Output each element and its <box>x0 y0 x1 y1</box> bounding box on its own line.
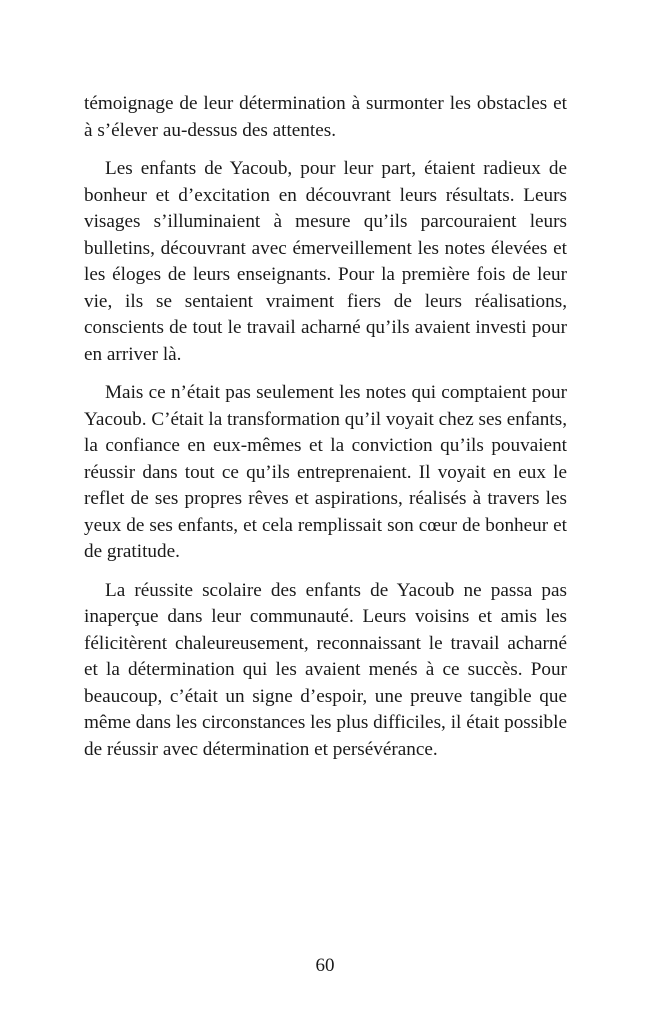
paragraph: Mais ce n’était pas seulement les notes qui comptaient pour Yacoub. C’était la transformation qu’il voyait chez ses enfants, la confiance en eux-mêmes et la conviction qu’ils pouvaient réussir dans tout ce qu’ils entreprenaient. Il voyait en eux le reflet de ses propres rêves et aspirations, réalisés à travers les yeux de ses enfants, et cela remplissait son cœur de bonheur et de gratitude. <box>84 382 567 562</box>
paragraph: Les enfants de Yacoub, pour leur part, étaient radieux de bonheur et d’excitation en découvrant leurs résultats. Leurs visages s’illuminaient à mesure qu’ils parcouraient leurs bulletins, découvrant avec émerveillement les notes élevées et les éloges de leurs enseignants. Pour la première fois de leur vie, ils se sentaient vraiment fiers de leurs réalisations, conscients de tout le travail acharné qu’ils avaient investi pour en arriver là. <box>84 158 567 365</box>
paragraph: La réussite scolaire des enfants de Yacoub ne passa pas inaperçue dans leur communauté. Leurs voisins et amis les félicitèrent chaleureusement, reconnaissant le travail acharné et la détermination qui les avaient menés à ce succès. Pour beaucoup, c’était un signe d’espoir, une preuve tangible que même dans les circonstances les plus difficiles, il était possible de réussir avec détermination et persévérance. <box>84 579 567 760</box>
page-body <box>84 91 567 775</box>
paragraph-continuation: témoignage de leur détermination à surmonter les obstacles et à s’élever au-dessus des attentes. <box>84 93 567 141</box>
page-number: 60 <box>315 955 335 976</box>
